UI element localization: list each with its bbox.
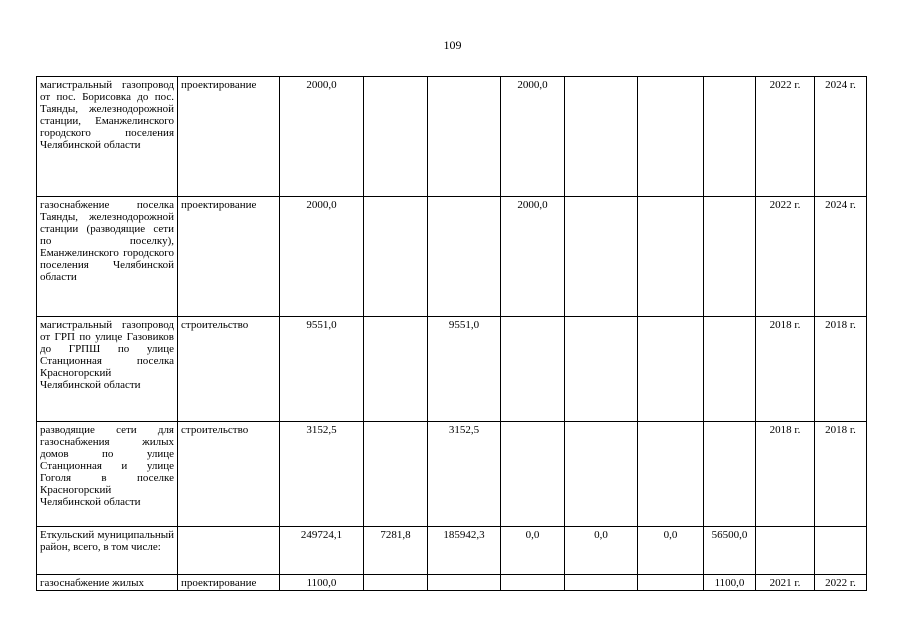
value-cell: 2000,0 (501, 77, 565, 197)
value-cell (364, 197, 428, 317)
value-cell (428, 575, 501, 591)
total-cell: 3152,5 (280, 422, 364, 527)
value-cell (364, 77, 428, 197)
value-cell (638, 422, 704, 527)
work-type-cell: проектирование (178, 77, 280, 197)
value-cell (364, 317, 428, 422)
value-cell: 56500,0 (704, 527, 756, 575)
page-number: 109 (443, 38, 462, 52)
value-cell: 3152,5 (428, 422, 501, 527)
start-year-cell: 2022 г. (756, 197, 815, 317)
value-cell (704, 422, 756, 527)
table-row (37, 317, 867, 422)
value-cell (501, 422, 565, 527)
work-type-cell: строительство (178, 317, 280, 422)
end-year-cell: 2024 г. (815, 77, 867, 197)
value-cell (565, 77, 638, 197)
total-cell: 1100,0 (280, 575, 364, 591)
value-cell (638, 77, 704, 197)
value-cell (565, 317, 638, 422)
value-cell (704, 317, 756, 422)
value-cell: 9551,0 (428, 317, 501, 422)
total-cell: 2000,0 (280, 77, 364, 197)
work-type-cell: проектирование (178, 197, 280, 317)
end-year-cell: 2024 г. (815, 197, 867, 317)
object-name-cell: магистральный газопровод от пос. Борисовка до пос. Таянды, железнодорожной станции, Еманжелинского городского поселения Челябинской области (37, 77, 178, 197)
value-cell (638, 317, 704, 422)
work-type-cell: строительство (178, 422, 280, 527)
start-year-cell: 2018 г. (756, 317, 815, 422)
value-cell (364, 575, 428, 591)
value-cell (704, 197, 756, 317)
table-row (37, 422, 867, 527)
investment-table (36, 76, 867, 591)
value-cell (638, 575, 704, 591)
total-cell: 249724,1 (280, 527, 364, 575)
value-cell (428, 77, 501, 197)
value-cell (565, 575, 638, 591)
value-cell: 2000,0 (501, 197, 565, 317)
table-row (37, 197, 867, 317)
value-cell (501, 575, 565, 591)
start-year-cell: 2022 г. (756, 77, 815, 197)
object-name-cell: газоснабжение поселка Таянды, железнодорожной станции (разводящие сети по поселку), Еманжелинского городского поселения Челябинской области (37, 197, 178, 317)
start-year-cell: 2021 г. (756, 575, 815, 591)
value-cell (565, 422, 638, 527)
table-row (37, 575, 867, 591)
value-cell (565, 197, 638, 317)
table-row (37, 527, 867, 575)
value-cell (428, 197, 501, 317)
value-cell: 185942,3 (428, 527, 501, 575)
object-name-cell: газоснабжение жилых (37, 575, 178, 591)
value-cell (704, 77, 756, 197)
value-cell (638, 197, 704, 317)
end-year-cell: 2018 г. (815, 317, 867, 422)
value-cell: 1100,0 (704, 575, 756, 591)
work-type-cell (178, 527, 280, 575)
start-year-cell: 2018 г. (756, 422, 815, 527)
start-year-cell (756, 527, 815, 575)
value-cell: 0,0 (638, 527, 704, 575)
object-name-cell: Еткульский муниципальный район, всего, в том числе: (37, 527, 178, 575)
end-year-cell (815, 527, 867, 575)
end-year-cell: 2022 г. (815, 575, 867, 591)
value-cell: 0,0 (501, 527, 565, 575)
total-cell: 9551,0 (280, 317, 364, 422)
value-cell: 7281,8 (364, 527, 428, 575)
work-type-cell: проектирование (178, 575, 280, 591)
table-row (37, 77, 867, 197)
total-cell: 2000,0 (280, 197, 364, 317)
object-name-cell: разводящие сети для газоснабжения жилых домов по улице Станционная и улице Гоголя в поселке Красногорский Челябинской области (37, 422, 178, 527)
value-cell (364, 422, 428, 527)
value-cell (501, 317, 565, 422)
object-name-cell: магистральный газопровод от ГРП по улице Газовиков до ГРПШ по улице Станционная поселка Красногорский Челябинской области (37, 317, 178, 422)
value-cell: 0,0 (565, 527, 638, 575)
end-year-cell: 2018 г. (815, 422, 867, 527)
